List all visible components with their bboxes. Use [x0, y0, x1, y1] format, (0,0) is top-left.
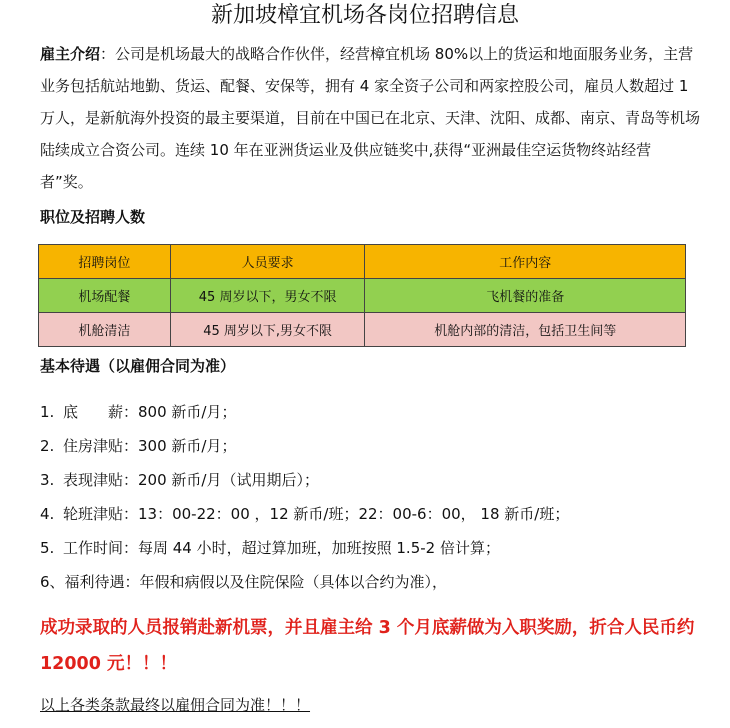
list-item [40, 463, 569, 497]
incentive-highlight: 成功录取的人员报销赴新机票，并且雇主给 3 个月底薪做为入职奖励，折合人民币约 12000 元！！！ [40, 618, 695, 674]
list-item [40, 531, 569, 565]
footer-note: 以上各类条款最终以雇佣合同为准！！！ [40, 696, 311, 714]
list-item [40, 429, 569, 463]
table-header-cell: 工作内容 [365, 245, 686, 279]
list-item-number: 2. [40, 437, 55, 455]
list-item-text: 表现津贴：200 新币/月（试用期后）； [63, 471, 319, 489]
list-item-text: 住房津贴：300 新币/月； [63, 437, 237, 455]
table-row [39, 313, 686, 347]
table-header-row [39, 245, 686, 279]
table-cell: 机舱清洁 [39, 313, 171, 347]
benefits-list [40, 395, 569, 599]
table-row [39, 279, 686, 313]
table-header-cell: 招聘岗位 [39, 245, 171, 279]
table-cell: 机场配餐 [39, 279, 171, 313]
benefits-heading: 基本待遇（以雇佣合同为准） [40, 357, 236, 375]
table-cell: 机舱内部的清洁，包括卫生间等 [365, 313, 686, 347]
page-title: 新加坡樟宜机场各岗位招聘信息 [210, 3, 519, 28]
list-item-text: 工作时间：每周 44 小时，超过算加班，加班按照 1.5-2 倍计算； [63, 539, 500, 557]
table-header-cell: 人员要求 [170, 245, 365, 279]
list-item [40, 395, 569, 429]
table-cell: 45 周岁以下,男女不限 [170, 313, 365, 347]
list-item [40, 497, 569, 531]
list-item-number: 4. [40, 505, 55, 523]
table-cell: 45 周岁以下，男女不限 [170, 279, 365, 313]
intro-text: ：公司是机场最大的战略合作伙伴，经营樟宜机场 80%以上的货运和地面服务业务，主营业务包括航站地勤、货运、配餐、安保等，拥有 4 家全资子公司和两家控股公司，雇员人数超过 1 万人，是新航海外投资的最主要渠道，目前在中国已在北京、天津、沈阳、成都、南京、青岛等机场陆续成立合资公司。连续 10 年在亚洲货运业及供应链奖中,获得“亚洲最佳空运货物终站经营者”奖。 [40, 45, 701, 191]
list-item-number: 6、 [40, 573, 65, 591]
list-item-number: 5. [40, 539, 55, 557]
intro-lead: 雇主介绍 [40, 45, 101, 63]
list-item-text: 轮班津贴：13：00-22：00 ，12 新币/班；22：00-6：00， 18 新币/班； [63, 505, 570, 523]
positions-heading: 职位及招聘人数 [40, 208, 146, 226]
list-item [40, 565, 569, 599]
list-item-number: 3. [40, 471, 55, 489]
employer-intro [40, 38, 700, 198]
table-cell: 飞机餐的准备 [365, 279, 686, 313]
positions-table [38, 244, 686, 347]
list-item-text: 福利待遇：年假和病假以及住院保险（具体以合约为准）， [64, 573, 448, 591]
list-item-text: 底 薪：800 新币/月； [63, 403, 237, 421]
list-item-number: 1. [40, 403, 55, 421]
